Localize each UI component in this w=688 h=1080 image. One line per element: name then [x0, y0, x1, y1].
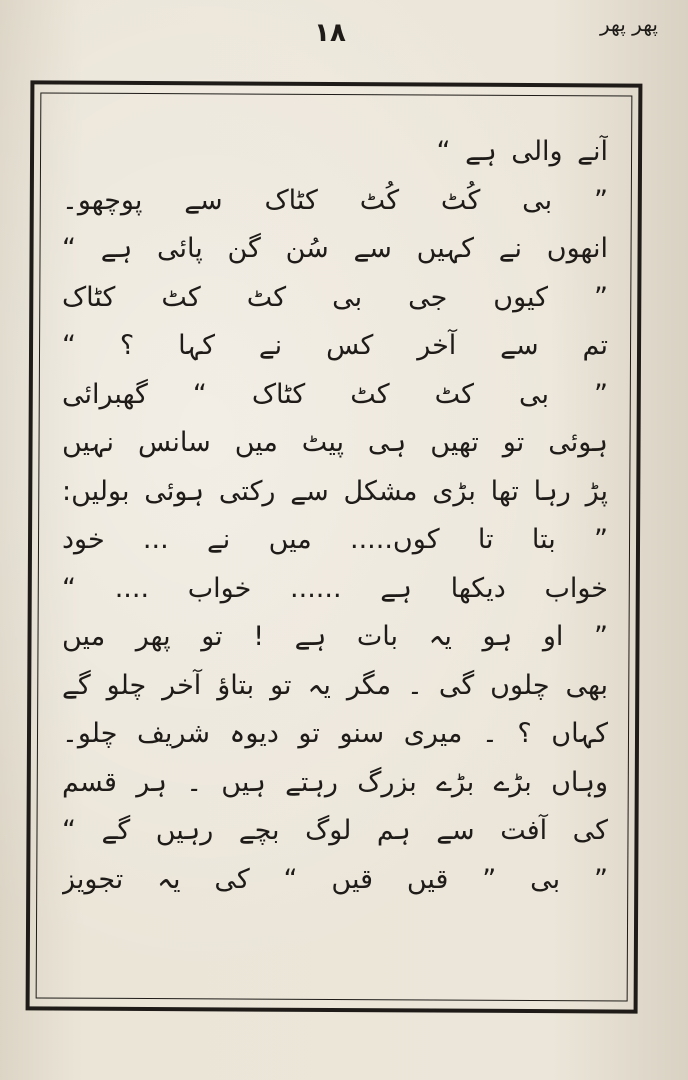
text-line: انھوں نے کہیں سے سُن گن پائی ہے “: [62, 233, 608, 264]
text-line: ” بی کٹ کٹ کٹاک “ گھبرائی: [62, 378, 608, 410]
text-line: کی آفت سے ہم لوگ بچے رہیں گے “: [62, 815, 608, 846]
text-line: وہاں بڑے بڑے بزرگ رہتے ہیں ۔ ہر قسم: [62, 766, 608, 798]
text-line: خواب دیکھا ہے ...... خواب .... “: [62, 572, 608, 604]
text-line: ہوئی تو تھیں ہی پیٹ میں سانس نہیں: [62, 427, 608, 458]
text-line: ” او ہو یہ بات ہے ! تو پھر میں: [62, 621, 608, 652]
text-line: پڑ رہا تھا بڑی مشکل سے رکتی ہوئی بولیں:: [62, 475, 608, 507]
text-line: ” بتا تا کوں..... میں نے ... خود: [62, 524, 608, 555]
page-number: ۱۸: [314, 18, 346, 48]
text-line: بھی چلوں گی ۔ مگر یہ تو بتاؤ آخر چلو گے: [62, 669, 608, 701]
text-line: ” بی ” قیں قیں “ کی یہ تجویز: [62, 863, 608, 895]
running-title: پھر پھر: [600, 12, 658, 36]
text-line: آنے والی ہے “: [436, 136, 608, 167]
text-line: کہاں ؟ ۔ میری سنو تو دیوہ شریف چلو۔: [62, 718, 608, 749]
text-line: ” بی کُٹ کُٹ کٹاک سے پوچھو۔: [62, 184, 608, 216]
text-line: ” کیوں جی بی کٹ کٹ کٹاک: [62, 281, 608, 313]
text-line: تم سے آخر کس نے کہا ؟ “: [62, 330, 608, 361]
page-text: [62, 128, 608, 968]
